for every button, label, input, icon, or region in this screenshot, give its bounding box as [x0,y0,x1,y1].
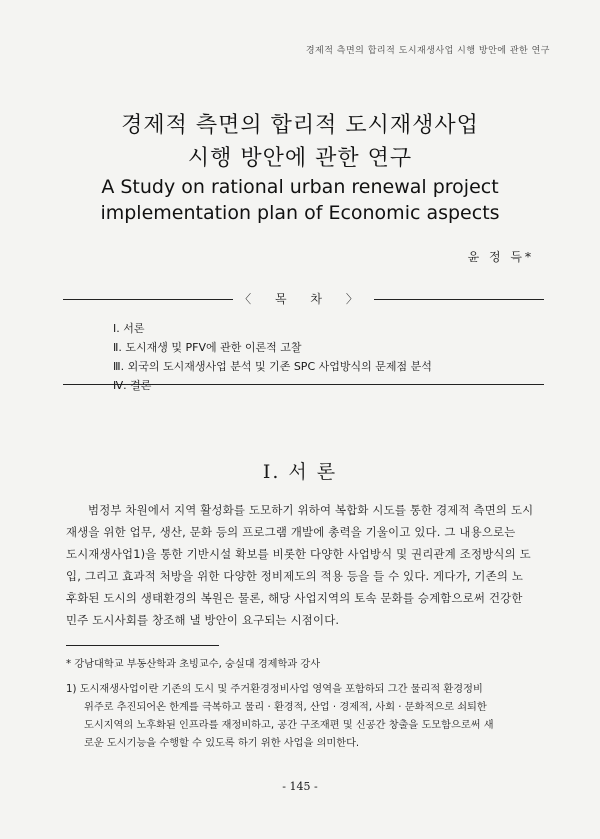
toc-heading [63,290,544,307]
footnote-affiliation: * 강남대학교 부동산학과 초빙교수, 숭실대 경제학과 강사 [66,659,321,670]
title-english-line-1: A Study on rational urban renewal project [101,176,499,198]
page-number: - 145 - [282,780,318,793]
toc-heading-label: 목 차 [275,292,332,306]
footnote-divider [66,645,219,646]
footnote-line: 1) 도시재생사업이란 기존의 도시 및 주거환경정비사업 영역을 포함하되 그간 물리적 환경정비 [66,684,483,695]
toc-heading-text: 〈 목 차 〉 [233,292,374,306]
section-heading: Ⅰ. 서 론 [262,461,338,483]
author: 윤 정 득* [467,250,534,264]
body-text-line: 민주 도시사회를 창조해 낼 방안이 요구되는 시점이다. [66,613,340,627]
footnote-line: 로운 도시기능을 수행할 수 있도록 하기 위한 사업을 의미한다. [84,738,360,749]
title-korean-line-2: 시행 방안에 관한 연구 [187,146,413,171]
toc-item: Ⅱ. 도시재생 및 PFV에 관한 이론적 고찰 [113,341,302,354]
table-of-contents [63,292,544,392]
body-text-line: 재생을 위한 업무, 생산, 문화 등의 프로그램 개발에 총력을 기울이고 있다. 그 내용으로는 [66,525,516,539]
toc-item: Ⅳ. 결론 [113,379,152,392]
title-korean-line-1: 경제적 측면의 합리적 도시재생사업 [121,113,479,138]
toc-item: Ⅰ. 서론 [113,322,145,335]
body-text-line: 후화된 도시의 생태환경의 복원은 물론, 해당 사업지역의 토속 문화를 승계함으로써 건강한 [66,591,523,605]
body-text-line: 범정부 차원에서 지역 활성화를 도모하기 위하여 복합화 시도를 통한 경제적 측면의 도시 [88,503,534,517]
running-header: 경제적 측면의 합리적 도시재생사업 시행 방안에 관한 연구 [305,46,550,56]
toc-item: Ⅲ. 외국의 도시재생사업 분석 및 기존 SPC 사업방식의 문제점 분석 [113,360,432,373]
body-text-line: 입, 그리고 효과적 처방을 위한 다양한 정비제도의 적용 등을 들 수 있다. 게다가, 기존의 노 [66,569,524,583]
title-english-line-2: implementation plan of Economic aspects [100,202,500,224]
footnote-line: 위주로 추진되어온 한계를 극복하고 물리 · 환경적, 산업 · 경제적, 사회 · 문화적으로 쇠퇴한 [84,702,487,713]
body-text-line: 도시재생사업1)을 통한 기반시설 확보를 비롯한 다양한 사업방식 및 권리관계 조정방식의 도 [66,547,531,561]
footnote-line: 도시지역의 노후화된 인프라를 재정비하고, 공간 구조재편 및 신공간 창출을 도모함으로써 새 [84,720,494,731]
